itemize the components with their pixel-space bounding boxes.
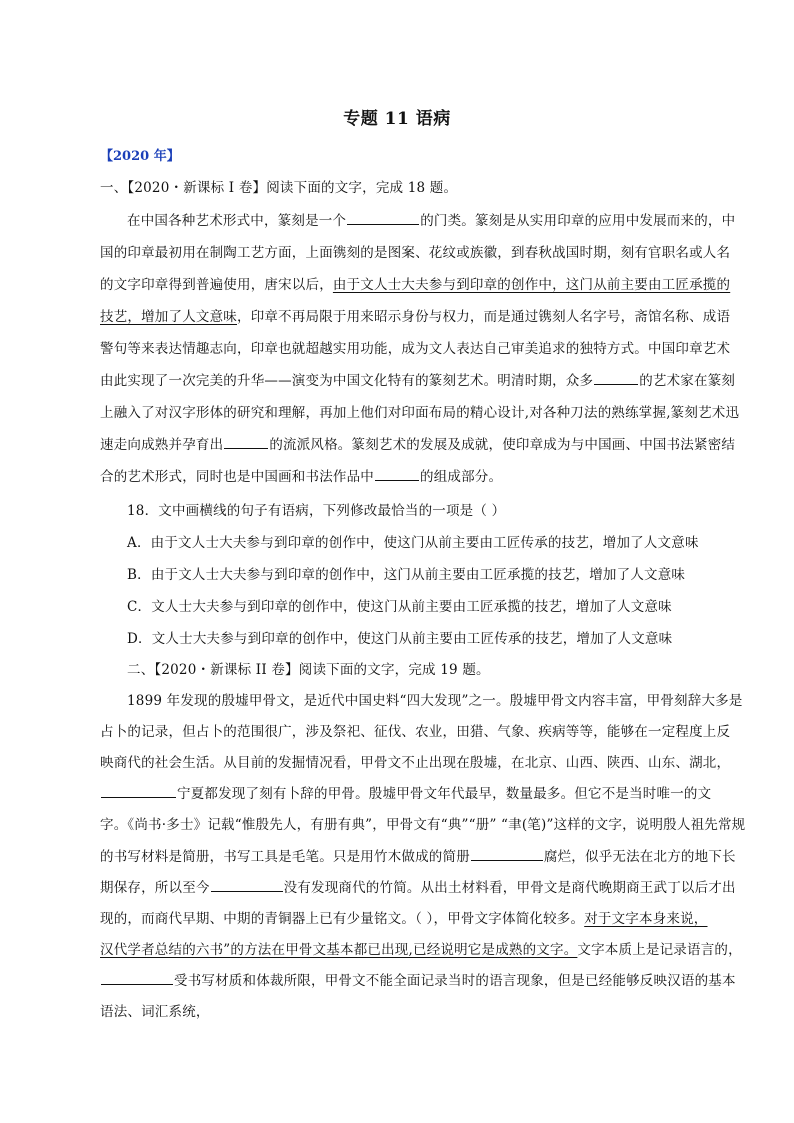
q2-paragraph-line: 语法、词汇系统， [100, 1004, 210, 1020]
text-run: ，印章不再局限于用来昭示身份与权力，而是通过镌刻人名字号，斋馆名称、成语 [237, 309, 731, 325]
fill-blank[interactable] [101, 972, 173, 985]
text-run: 的组成部分。 [420, 469, 503, 485]
text-run: 的书写材料是简册，书写工具是毛笔。只是用竹木做成的简册 [100, 849, 470, 865]
fill-blank[interactable] [211, 879, 283, 892]
q1-paragraph-line [100, 465, 720, 485]
q1-paragraph-line: 国的印章最初用在制陶工艺方面，上面镌刻的是图案、花纹或族徽，到春秋战国时期，刻有官职名或人名 [100, 245, 731, 261]
text-run: 的文字印章得到普遍使用，唐宋以后， [100, 277, 333, 293]
underlined-sentence: 技艺，增加了人文意味 [100, 309, 237, 325]
year-tag: 【2020 年】 [100, 149, 180, 164]
q1-question: 18．文中画横线的句子有语病，下列修改最恰当的一项是（ ） [127, 503, 506, 519]
underlined-sentence: 对于文字本身来说， [584, 911, 708, 927]
q1-paragraph-line [127, 209, 747, 229]
fill-blank[interactable] [375, 468, 419, 481]
q2-paragraph-line [100, 938, 742, 958]
q1-paragraph-line: 警句等来表达情趣志向，印章也就超越实用功能，成为文人表达自己审美追求的独特方式。中国印章艺术 [100, 341, 731, 357]
q2-paragraph-line: 字。《尚书·多士》记载“惟殷先人，有册有典”，甲骨文有“典”“册” “聿(笔)”这样的文字，说明殷人祖先常规 [100, 817, 746, 833]
underlined-sentence: 由于文人士大夫参与到印章的创作中，这门从前主要由工匠承揽的 [332, 277, 731, 293]
text-run: 由此实现了一次完美的升华——演变为中国文化特有的篆刻艺术。明清时期，众多 [100, 373, 594, 389]
q1-paragraph-line: 上融入了对汉字形体的研究和理解，再加上他们对印面布局的精心设计,对各种刀法的熟练掌握,篆刻艺术迅 [100, 405, 740, 421]
fill-blank[interactable] [471, 848, 543, 861]
fill-blank[interactable] [224, 436, 268, 449]
text-run: 在中国各种艺术形式中，篆刻是一个 [127, 213, 347, 229]
q1-paragraph-line [100, 305, 731, 325]
option-c[interactable]: C．文人士大夫参与到印章的创作中，使这门从前主要由工匠承揽的技艺，增加了人文意味 [127, 599, 672, 615]
fill-blank[interactable] [101, 785, 176, 798]
q1-paragraph-line [100, 369, 736, 389]
fill-blank[interactable] [594, 372, 638, 385]
text-run: 的流派风格。篆刻艺术的发展及成就，使印章成为与中国画、中国书法紧密结 [269, 437, 736, 453]
q2-heading: 二、【2020・新课标 II 卷】阅读下面的文字，完成 19 题。 [127, 662, 490, 678]
q1-paragraph-line [100, 273, 731, 293]
text-run: 合的艺术形式，同时也是中国画和书法作品中 [100, 469, 374, 485]
option-d[interactable]: D．文人士大夫参与到印章的创作中，使这门从前主要由工匠传承的技艺，增加了人文意味 [127, 631, 673, 647]
q2-paragraph-line [100, 969, 736, 989]
text-run: 的门类。篆刻是从实用印章的应用中发展而来的，中 [420, 213, 736, 229]
option-b[interactable]: B．由于文人士大夫参与到印章的创作中，这门从前主要由工匠承揽的技艺，增加了人文意味 [127, 567, 686, 583]
q2-paragraph-line [100, 907, 720, 927]
option-a[interactable]: A．由于文人士大夫参与到印章的创作中，使这门从前主要由工匠传承的技艺，增加了人文意味 [127, 535, 699, 551]
page-title: 专题 11 语病 [343, 109, 451, 129]
text-run: 宁夏都发现了刻有卜辞的甲骨。殷墟甲骨文年代最早，数量最多。但它不是当时唯一的文 [177, 786, 712, 802]
q1-paragraph-line [100, 433, 736, 453]
underlined-sentence: 汉代学者总结的六书”的方法在甲骨文基本都已出现,已经说明它是成熟的文字。 [100, 942, 578, 958]
text-run: 速走向成熟并孕育出 [100, 437, 224, 453]
text-run: 期保存，所以至今 [100, 880, 210, 896]
text-run: 没有发现商代的竹简。从出土材料看，甲骨文是商代晚期商王武丁以后才出 [283, 880, 736, 896]
text-run: 文字本质上是记录语言的， [577, 942, 742, 958]
text-run: 受书写材质和体裁所限，甲骨文不能全面记录当时的语言现象，但是已经能够反映汉语的基本 [174, 973, 736, 989]
q2-paragraph-line: 占卜的记录，但占卜的范围很广，涉及祭祀、征伐、农业，田猎、气象、疾病等等，能够在一定程度上反 [100, 724, 731, 740]
q2-paragraph-line: 1899 年发现的殷墟甲骨文，是近代中国史料“四大发现”之一。殷墟甲骨文内容丰富，甲骨刻辞大多是 [127, 693, 743, 709]
text-run: 现的，而商代早期、中期的青铜器上已有少量铭文。（ ），甲骨文字体简化较多。 [100, 911, 585, 927]
text-run: 腐烂，似乎无法在北方的地下长 [543, 849, 736, 865]
q2-paragraph-line [100, 845, 736, 865]
q2-paragraph-line: 映商代的社会生活。从目前的发掘情况看，甲骨文不止出现在殷墟，在北京、山西、陕西、山东、湖北， [100, 755, 731, 771]
text-run: 的艺术家在篆刻 [639, 373, 736, 389]
q1-heading: 一、【2020・新课标 I 卷】阅读下面的文字，完成 18 题。 [100, 180, 458, 196]
q2-paragraph-line [100, 876, 736, 896]
fill-blank[interactable] [347, 212, 419, 225]
q2-paragraph-line [100, 782, 720, 802]
